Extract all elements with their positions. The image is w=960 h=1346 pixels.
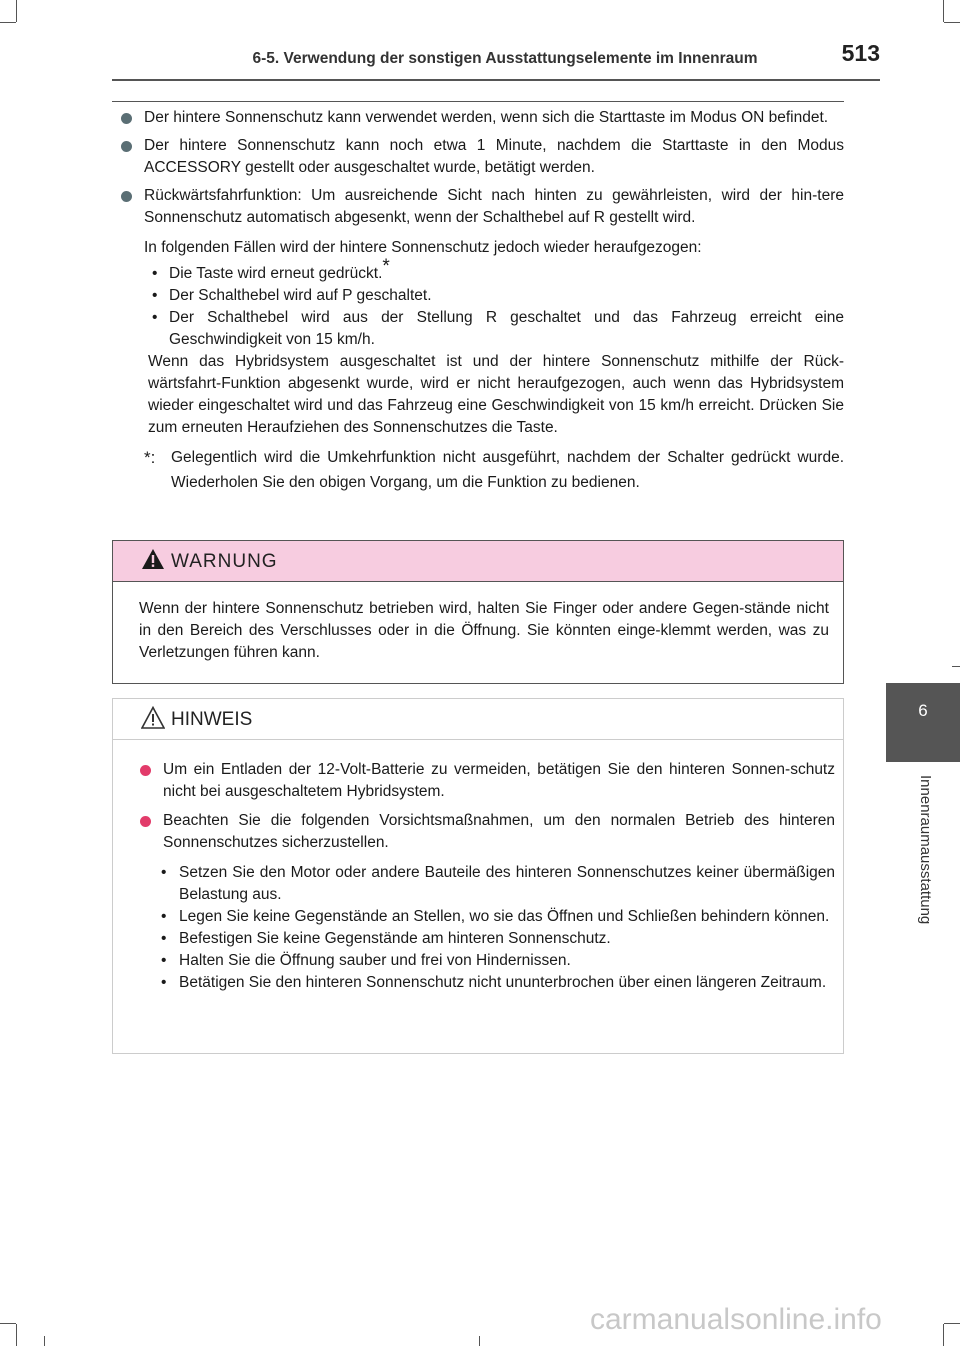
crop-mark xyxy=(479,1336,480,1346)
list-item: Beachten Sie die folgenden Vorsichtsmaßnahmen, um den normalen Betrieb des hinteren Sonnenschutzes sicherzustellen. xyxy=(137,810,835,854)
sub-list-item: • Befestigen Sie keine Gegenstände am hinteren Sonnenschutz. xyxy=(161,930,611,947)
note-text: Wenn das Hybridsystem ausgeschaltet ist und der hintere Sonnenschutz mithilfe der Rück-wärtsfahrt-Funktion abgesenkt wurde, wird er nicht heraufgezogen, auch wenn das Hybridsystem wieder eingeschaltet wird und das Fahrzeug eine Geschwindigkeit von 15 km/h erreicht. Drücken Sie zum erneuten Heraufziehen des Sonnenschutzes die Taste. xyxy=(148,353,844,436)
warning-triangle-icon xyxy=(141,548,165,570)
bullet-dot-icon xyxy=(121,141,132,152)
hinweis-content xyxy=(137,759,835,994)
bullet-dot-icon xyxy=(140,816,151,827)
sub-list-item: • Legen Sie keine Gegenstände an Stellen, wo sie das Öffnen und Schließen behindern können. xyxy=(161,908,830,925)
sub-list-item: • Die Taste wird erneut gedrückt.* xyxy=(152,255,390,282)
intro-text: In folgenden Fällen wird der hintere Sonnenschutz jedoch wieder heraufgezogen: xyxy=(144,239,702,256)
caution-triangle-icon xyxy=(141,706,165,730)
list-item: Rückwärtsfahrfunktion: Um ausreichende Sicht nach hinten zu gewährleisten, wird der hin-tere Sonnenschutz automatisch abgesenkt, wenn der Schalthebel auf R gestellt wird. xyxy=(118,185,844,229)
page-header-title: 6-5. Verwendung der sonstigen Ausstattungselemente im Innenraum xyxy=(252,50,758,67)
list-item: Der hintere Sonnenschutz kann verwendet werden, wenn sich die Starttaste im Modus ON befindet. xyxy=(118,107,844,129)
chapter-tab xyxy=(886,683,960,762)
chapter-number: 6 xyxy=(918,701,928,720)
hinweis-header xyxy=(113,699,843,740)
warning-title: WARNUNG xyxy=(171,551,278,572)
main-content xyxy=(118,107,844,495)
warning-box xyxy=(112,540,844,684)
watermark: carmanualsonline.info xyxy=(590,1303,882,1336)
footnote-mark: *: xyxy=(144,448,156,467)
crop-mark xyxy=(944,1323,960,1324)
crop-mark xyxy=(0,1323,16,1324)
crop-mark xyxy=(944,22,960,23)
sub-list-item: • Setzen Sie den Motor oder andere Bauteile des hinteren Sonnenschutzes keiner übermäßigen Belastung aus. xyxy=(161,864,835,903)
content-top-rule xyxy=(112,101,844,102)
crop-mark xyxy=(952,666,960,667)
crop-mark xyxy=(16,0,17,22)
sub-list-item: • Der Schalthebel wird aus der Stellung R geschaltet und das Fahrzeug erreicht eine Geschwindigkeit von 15 km/h. xyxy=(152,309,844,348)
footnote: *: Gelegentlich wird die Umkehrfunktion nicht ausgeführt, nachdem der Schalter gedrückt wurde. Wiederholen Sie den obigen Vorgang, um die Funktion zu bedienen. xyxy=(118,445,844,495)
crop-mark xyxy=(44,1336,45,1346)
bullet-dot-icon xyxy=(121,191,132,202)
crop-mark xyxy=(16,1324,17,1346)
bullet-dot-icon xyxy=(121,113,132,124)
list-item: Der hintere Sonnenschutz kann noch etwa 1 Minute, nachdem die Starttaste in den Modus ACCESSORY gestellt oder ausgeschaltet wurde, betätigt werden. xyxy=(118,135,844,179)
hinweis-title: HINWEIS xyxy=(171,709,253,730)
warning-text: Wenn der hintere Sonnenschutz betrieben wird, halten Sie Finger oder andere Gegen-stände nicht in den Bereich des Verschlusses oder in die Öffnung. Sie könnten einge-klemmt werden, was zu Verletzungen führen kann. xyxy=(139,600,829,661)
list-item: Um ein Entladen der 12-Volt-Batterie zu vermeiden, betätigen Sie den hinteren Sonnen-schutz nicht bei ausgeschaltetem Hybridsystem. xyxy=(137,759,835,803)
hinweis-box xyxy=(112,698,844,1054)
sub-list-item: • Betätigen Sie den hinteren Sonnenschutz nicht ununterbrochen über einen längeren Zeitraum. xyxy=(161,974,827,991)
crop-mark xyxy=(943,0,944,22)
asterisk: * xyxy=(382,255,390,277)
chapter-label: Innenraumausstattung xyxy=(917,775,934,925)
bullet-dot-icon xyxy=(140,765,151,776)
crop-mark xyxy=(0,22,16,23)
sub-list-item: • Halten Sie die Öffnung sauber und frei von Hindernissen. xyxy=(161,952,571,969)
warning-header xyxy=(113,541,843,582)
header-rule xyxy=(112,79,880,81)
sub-list-item: • Der Schalthebel wird auf P geschaltet. xyxy=(152,287,432,304)
crop-mark xyxy=(943,1324,944,1346)
page-number: 513 xyxy=(841,40,880,66)
